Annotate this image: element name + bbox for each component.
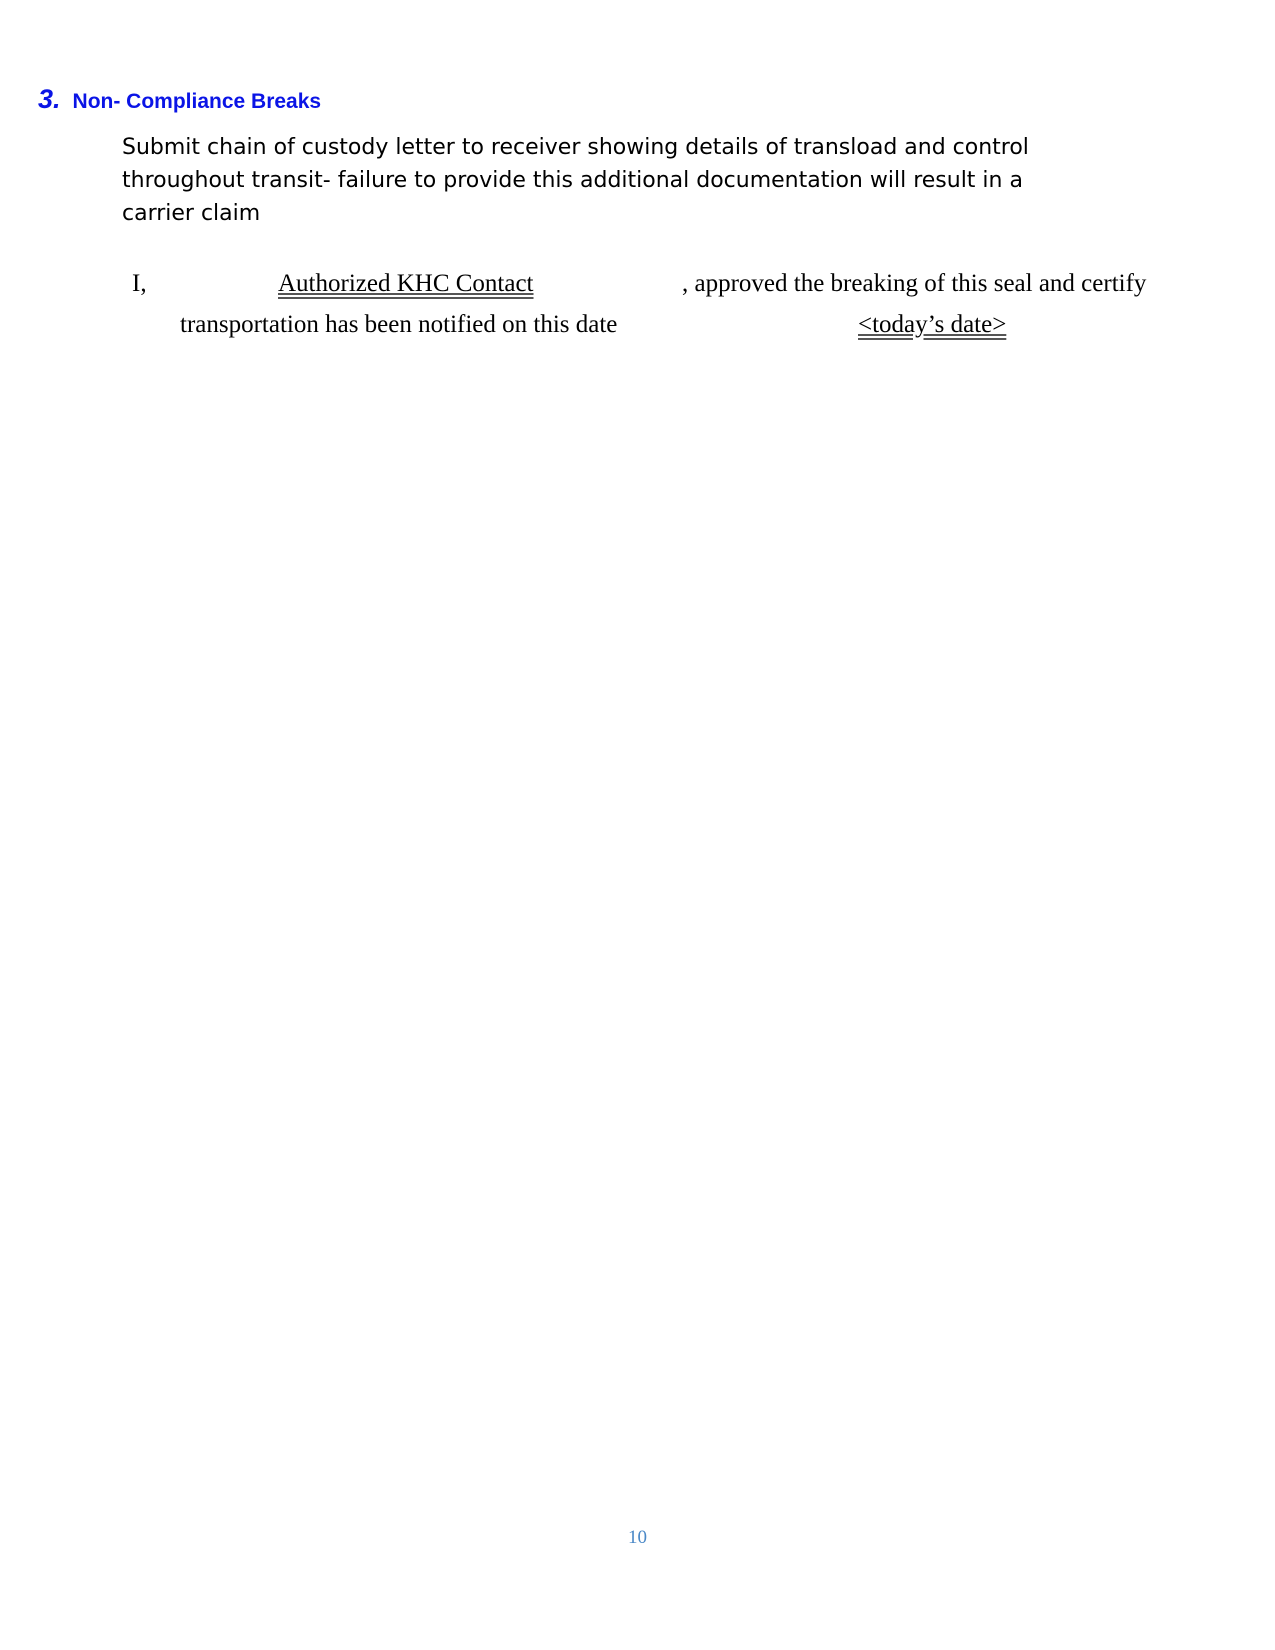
cert-approval-text: , approved the breaking of this seal and certify — [682, 270, 1147, 297]
date-field[interactable]: <today’s date> — [858, 311, 1007, 338]
cert-notice-text: transportation has been notified on this date — [180, 311, 618, 338]
section-paragraph: Submit chain of custody letter to receiver showing details of transload and control throughout transit- failure to provide this additional documentation will result in a carrier claim — [122, 135, 1029, 226]
section-heading — [38, 84, 321, 115]
cert-pronoun: I, — [132, 270, 147, 297]
page-number: 10 — [628, 1527, 647, 1548]
section-title: Non- Compliance Breaks — [72, 90, 322, 113]
authorized-contact-field[interactable]: Authorized KHC Contact — [278, 270, 534, 297]
section-number: 3. — [38, 84, 61, 114]
